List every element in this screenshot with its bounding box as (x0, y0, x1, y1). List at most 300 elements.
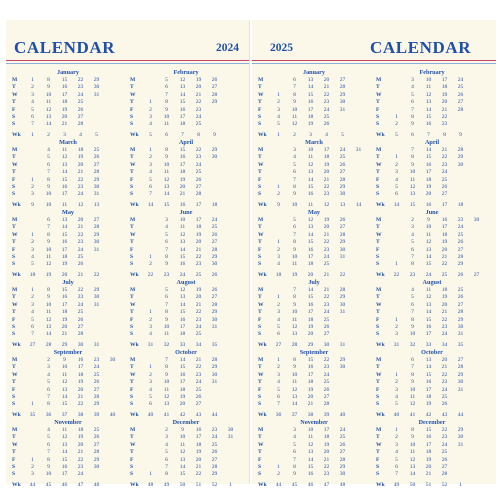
weekday-label: F (130, 106, 134, 113)
week-number: 26 (211, 271, 218, 278)
weekday-row (256, 177, 372, 185)
day-cell: 10 (425, 224, 432, 231)
day-cell: 12 (179, 449, 186, 456)
weekday-row (374, 121, 490, 129)
day-cell: 26 (441, 184, 448, 190)
month-name: June (425, 209, 439, 216)
week-number-row (128, 482, 244, 490)
week-number: 44 (29, 481, 36, 488)
month-name: September (53, 349, 83, 356)
day-cell: 2 (31, 184, 34, 190)
day-cell: 20 (323, 449, 330, 456)
weekday-label: W (376, 371, 382, 378)
weekday-label: F (258, 176, 262, 183)
weekday-row (256, 261, 372, 269)
day-cell: 13 (307, 169, 314, 176)
day-cell: 30 (457, 324, 464, 330)
day-cell: 9 (411, 121, 414, 128)
weekday-row (128, 364, 244, 372)
weekday-row (128, 394, 244, 402)
day-cell: 2 (165, 427, 168, 433)
week-number: 15 (409, 201, 416, 208)
day-cell: 30 (93, 84, 100, 91)
month-name: February (173, 69, 199, 76)
day-cell: 6 (411, 246, 414, 253)
day-cell: 8 (165, 309, 168, 316)
header-rule (252, 63, 496, 64)
day-cell: 8 (293, 294, 296, 301)
weekday-label: M (376, 147, 382, 153)
day-cell: 6 (411, 301, 414, 308)
day-cell: 19 (307, 324, 314, 330)
day-cell: 6 (293, 449, 296, 456)
day-cell: 12 (409, 184, 416, 190)
day-cell: 20 (307, 331, 314, 338)
day-cell: 17 (61, 471, 68, 478)
weekday-row (10, 261, 126, 269)
week-number: 39 (93, 411, 100, 418)
day-cell: 16 (441, 217, 448, 223)
weekday-label: T (258, 434, 262, 441)
day-cell: 6 (47, 441, 50, 448)
spine-divider (249, 20, 250, 484)
day-cell: 9 (293, 99, 296, 106)
day-cell: 10 (409, 331, 416, 338)
day-cell: 3 (395, 441, 398, 448)
weekday-label: S (12, 471, 16, 478)
day-cell: 25 (323, 316, 330, 323)
day-cell: 27 (195, 184, 202, 190)
month-block (10, 349, 126, 418)
week-number: 22 (393, 271, 400, 278)
day-cell: 24 (457, 224, 464, 231)
day-cell: 10 (409, 386, 416, 393)
weekday-row (256, 464, 372, 472)
weekday-row (128, 457, 244, 465)
day-cell: 15 (307, 91, 314, 98)
day-cell: 25 (339, 154, 346, 161)
day-cell: 12 (179, 287, 186, 293)
week-number: 2 (47, 131, 50, 138)
day-cell: 23 (77, 184, 84, 190)
weekday-row (374, 302, 490, 310)
week-number: 45 (291, 481, 298, 488)
weekday-label: M (258, 287, 264, 293)
day-cell: 5 (293, 217, 296, 223)
day-cell: 15 (61, 231, 68, 238)
day-cell: 17 (195, 434, 202, 441)
day-cell: 2 (277, 301, 280, 308)
day-cell: 26 (77, 316, 84, 323)
month-block (374, 279, 490, 348)
day-cell: 7 (411, 309, 414, 316)
day-cell: 4 (277, 114, 280, 120)
day-cell: 22 (195, 364, 202, 371)
day-cell: 5 (47, 434, 50, 441)
day-cell: 4 (47, 427, 50, 433)
day-cell: 8 (411, 261, 414, 268)
day-cell: 19 (425, 184, 432, 190)
weekday-row (10, 114, 126, 122)
day-cell: 19 (61, 261, 68, 268)
day-cell: 10 (307, 147, 314, 153)
day-cell: 24 (211, 434, 218, 441)
day-cell: 28 (211, 357, 218, 363)
day-cell: 5 (149, 394, 152, 400)
day-cell: 5 (395, 401, 398, 408)
day-cell: 14 (179, 246, 186, 253)
weekday-label: W (130, 441, 136, 448)
day-cell: 24 (441, 331, 448, 338)
day-cell: 9 (47, 239, 50, 246)
day-cell: 24 (323, 309, 330, 316)
week-number: 35 (29, 411, 36, 418)
day-cell: 1 (31, 456, 34, 463)
day-cell: 7 (165, 301, 168, 308)
weekday-row (256, 324, 372, 332)
week-label: Wk (130, 131, 139, 138)
day-cell: 8 (47, 231, 50, 238)
day-cell: 13 (291, 394, 298, 400)
day-cell: 26 (441, 401, 448, 408)
day-cell: 19 (179, 394, 186, 400)
day-cell: 25 (77, 309, 84, 316)
weekday-row (128, 232, 244, 240)
week-number: 26 (457, 271, 464, 278)
month-name: April (178, 139, 194, 146)
day-cell: 22 (441, 316, 448, 323)
day-cell: 22 (77, 77, 84, 83)
day-cell: 4 (293, 434, 296, 441)
weekday-row (10, 239, 126, 247)
day-cell: 27 (93, 161, 100, 168)
day-cell: 24 (339, 427, 346, 433)
weekday-row (10, 217, 126, 225)
day-cell: 27 (339, 449, 346, 456)
year-label: 2025 (270, 42, 293, 54)
day-cell: 10 (291, 254, 298, 260)
day-cell: 7 (411, 147, 414, 153)
week-number: 40 (339, 411, 346, 418)
day-cell: 26 (441, 456, 448, 463)
weekday-label: W (376, 161, 382, 168)
day-cell: 23 (77, 84, 84, 91)
day-cell: 22 (77, 231, 84, 238)
weekday-row (128, 191, 244, 199)
day-cell: 1 (277, 91, 280, 98)
day-cell: 8 (165, 364, 168, 371)
day-cell: 14 (425, 254, 432, 260)
weekday-label: T (130, 309, 134, 316)
day-cell: 3 (31, 246, 34, 253)
weekday-label: W (258, 91, 264, 98)
day-cell: 21 (307, 401, 314, 408)
week-number: 13 (339, 201, 346, 208)
day-cell: 10 (163, 324, 170, 330)
day-cell: 19 (77, 379, 84, 386)
day-cell: 25 (457, 84, 464, 91)
week-label: Wk (12, 201, 21, 208)
day-cell: 17 (179, 379, 186, 386)
weekday-row (256, 471, 372, 479)
day-cell: 11 (291, 261, 298, 268)
weekday-row (10, 379, 126, 387)
weekday-label: S (258, 324, 262, 330)
weekday-label: F (12, 456, 16, 463)
day-cell: 15 (61, 287, 68, 293)
weekday-row (128, 224, 244, 232)
weekday-label: M (376, 77, 382, 83)
day-cell: 29 (211, 99, 218, 106)
weekday-label: W (130, 91, 136, 98)
week-number: 20 (307, 271, 314, 278)
week-number: 48 (339, 481, 346, 488)
week-label: Wk (258, 341, 267, 348)
week-label: Wk (130, 481, 139, 488)
day-cell: 4 (293, 154, 296, 161)
day-cell: 2 (149, 106, 152, 113)
day-cell: 30 (227, 427, 234, 433)
day-cell: 16 (61, 294, 68, 301)
day-cell: 27 (93, 386, 100, 393)
day-cell: 8 (411, 114, 414, 120)
week-number: 31 (339, 341, 346, 348)
day-cell: 5 (31, 261, 34, 268)
day-cell: 28 (339, 176, 346, 183)
week-number: 20 (61, 271, 68, 278)
day-cell: 21 (323, 287, 330, 293)
month-block (128, 139, 244, 208)
day-cell: 26 (77, 106, 84, 113)
day-cell: 20 (195, 239, 202, 246)
day-cell: 17 (61, 246, 68, 253)
weekday-label: F (130, 316, 134, 323)
weekday-row (10, 84, 126, 92)
day-cell: 13 (291, 331, 298, 338)
day-cell: 20 (425, 464, 432, 470)
day-cell: 1 (31, 401, 34, 408)
month-block (256, 349, 372, 418)
day-cell: 16 (179, 154, 186, 161)
day-cell: 2 (149, 371, 152, 378)
day-cell: 15 (179, 254, 186, 260)
day-cell: 7 (293, 231, 296, 238)
weekday-row (374, 114, 490, 122)
weekday-label: T (258, 449, 262, 456)
month-block (128, 349, 244, 418)
day-cell: 25 (211, 441, 218, 448)
month-name: July (62, 279, 74, 286)
day-cell: 14 (425, 309, 432, 316)
day-cell: 26 (77, 261, 84, 268)
weekday-row (10, 357, 126, 365)
day-cell: 8 (293, 357, 296, 363)
weekday-label: S (130, 191, 134, 198)
weekday-row (128, 99, 244, 107)
day-cell: 4 (149, 121, 152, 128)
weekday-label: F (130, 386, 134, 393)
weekday-label: T (130, 379, 134, 386)
day-cell: 15 (307, 184, 314, 190)
weekday-row (128, 107, 244, 115)
weekday-row (256, 121, 372, 129)
day-cell: 3 (47, 364, 50, 371)
day-cell: 17 (307, 254, 314, 260)
day-cell: 29 (457, 427, 464, 433)
day-cell: 12 (45, 106, 52, 113)
weekday-label: M (12, 217, 18, 223)
day-cell: 5 (395, 184, 398, 190)
week-number: 9 (31, 201, 34, 208)
day-cell: 5 (47, 154, 50, 161)
weekday-label: F (12, 176, 16, 183)
week-label: Wk (130, 341, 139, 348)
day-cell: 13 (45, 114, 52, 120)
day-cell: 22 (195, 147, 202, 153)
day-cell: 16 (307, 471, 314, 478)
weekday-row (256, 147, 372, 155)
day-cell: 30 (211, 261, 218, 268)
day-cell: 10 (291, 309, 298, 316)
week-number: 41 (409, 411, 416, 418)
weekday-label: T (376, 84, 380, 91)
day-cell: 21 (77, 169, 84, 176)
day-cell: 25 (323, 379, 330, 386)
weekday-row (256, 394, 372, 402)
weekday-label: S (130, 324, 134, 330)
weekday-row (128, 287, 244, 295)
day-cell: 2 (31, 294, 34, 301)
day-cell: 12 (291, 386, 298, 393)
day-cell: 16 (179, 316, 186, 323)
day-cell: 22 (323, 294, 330, 301)
weekday-row (128, 147, 244, 155)
day-cell: 30 (93, 184, 100, 190)
weekday-row (256, 224, 372, 232)
day-cell: 1 (31, 287, 34, 293)
week-number: 32 (409, 341, 416, 348)
week-number: 44 (211, 411, 218, 418)
weekday-label: S (130, 261, 134, 268)
weekday-row (10, 387, 126, 395)
day-cell: 17 (425, 386, 432, 393)
weekday-row (256, 92, 372, 100)
weekday-label: M (376, 287, 382, 293)
day-cell: 21 (323, 84, 330, 91)
day-cell: 22 (441, 427, 448, 433)
day-cell: 3 (149, 161, 152, 168)
week-number: 41 (163, 411, 170, 418)
day-cell: 30 (93, 239, 100, 246)
day-cell: 10 (291, 106, 298, 113)
day-cell: 9 (165, 106, 168, 113)
month-block (10, 279, 126, 348)
week-number: 5 (95, 131, 98, 138)
day-cell: 19 (61, 316, 68, 323)
day-cell: 16 (61, 84, 68, 91)
month-name: January (302, 69, 325, 76)
day-cell: 21 (441, 106, 448, 113)
day-cell: 15 (179, 471, 186, 478)
day-cell: 21 (441, 309, 448, 316)
day-cell: 12 (45, 316, 52, 323)
weekday-row (256, 294, 372, 302)
week-label: Wk (12, 131, 21, 138)
week-number: 27 (29, 341, 36, 348)
day-cell: 31 (93, 191, 100, 198)
day-cell: 18 (441, 287, 448, 293)
day-cell: 5 (149, 176, 152, 183)
day-cell: 13 (61, 441, 68, 448)
week-number: 34 (195, 341, 202, 348)
week-number: 1 (229, 481, 232, 488)
day-cell: 17 (179, 324, 186, 330)
month-block (256, 419, 372, 488)
day-cell: 19 (61, 106, 68, 113)
day-cell: 12 (409, 401, 416, 408)
week-number: 16 (179, 201, 186, 208)
day-cell: 24 (77, 246, 84, 253)
day-cell: 17 (307, 309, 314, 316)
day-cell: 9 (165, 261, 168, 268)
day-cell: 21 (195, 91, 202, 98)
weekday-label: S (130, 394, 134, 400)
day-cell: 23 (323, 246, 330, 253)
weekday-label: M (130, 427, 136, 433)
day-cell: 1 (395, 114, 398, 120)
weekday-label: S (12, 254, 16, 260)
day-cell: 26 (211, 449, 218, 456)
day-cell: 27 (93, 441, 100, 448)
weekday-label: T (258, 364, 262, 371)
day-cell: 27 (77, 114, 84, 120)
day-cell: 8 (411, 371, 414, 378)
day-cell: 7 (277, 401, 280, 408)
weekday-label: T (376, 169, 380, 176)
weekday-label: T (376, 434, 380, 441)
weekday-label: S (258, 471, 262, 478)
week-number: 6 (411, 131, 414, 138)
day-cell: 18 (441, 84, 448, 91)
day-cell: 3 (277, 106, 280, 113)
week-label: Wk (376, 131, 385, 138)
day-cell: 4 (411, 287, 414, 293)
week-number: 18 (457, 201, 464, 208)
week-label: Wk (376, 201, 385, 208)
day-cell: 3 (31, 471, 34, 478)
day-cell: 24 (441, 386, 448, 393)
weekday-label: S (258, 121, 262, 128)
weekday-label: S (258, 464, 262, 470)
day-cell: 23 (77, 239, 84, 246)
week-number: 42 (179, 411, 186, 418)
day-cell: 19 (195, 77, 202, 83)
weekday-row (128, 114, 244, 122)
day-cell: 14 (425, 106, 432, 113)
day-cell: 9 (47, 184, 50, 190)
weekday-label: W (258, 441, 264, 448)
day-cell: 26 (339, 161, 346, 168)
month-block (256, 279, 372, 348)
day-cell: 3 (293, 147, 296, 153)
week-number: 29 (61, 341, 68, 348)
day-cell: 15 (61, 456, 68, 463)
month-name: September (299, 349, 329, 356)
weekday-label: T (376, 379, 380, 386)
week-number: 10 (45, 201, 52, 208)
weekday-row (10, 449, 126, 457)
day-cell: 19 (179, 176, 186, 183)
